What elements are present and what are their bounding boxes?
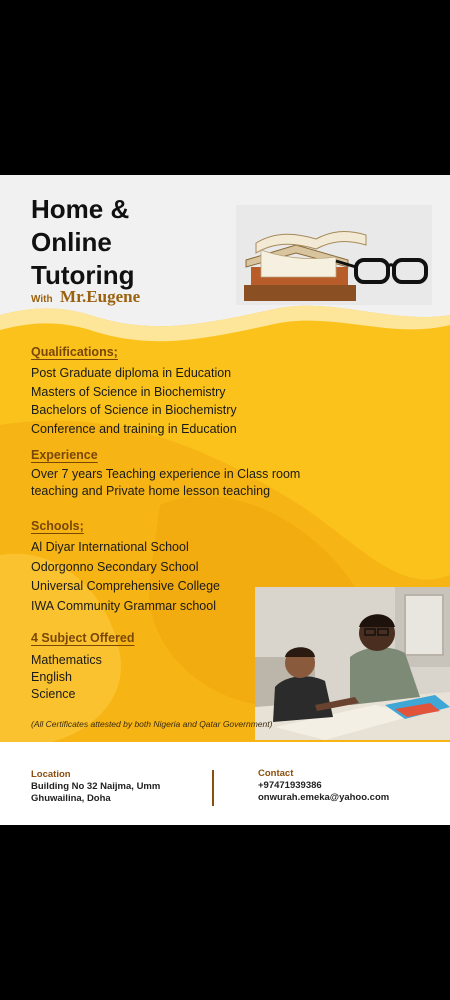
tutoring-session-photo [255, 587, 450, 740]
subjects-list [31, 652, 102, 703]
contact-phone[interactable]: +97471939386 [258, 780, 322, 791]
tutor-byline [31, 287, 140, 307]
with-label: With [31, 294, 53, 305]
tutoring-flyer [0, 175, 450, 825]
location-label: Location [31, 769, 71, 780]
certificate-note: (All Certificates attested by both Nigeria and Qatar Government) [31, 719, 273, 729]
contact-footer [0, 742, 450, 825]
location-address: Building No 32 Naijma, Umm Ghuwailina, Doha [31, 781, 161, 804]
subjects-heading: 4 Subject Offered [31, 631, 135, 645]
flyer-title: Home & Online Tutoring [31, 194, 135, 290]
experience-text: Over 7 years Teaching experience in Class room teaching and Private home lesson teaching [31, 467, 301, 498]
list-item: Science [31, 687, 76, 701]
tutor-name: Mr.Eugene [60, 287, 141, 306]
list-item: Odorgonno Secondary School [31, 559, 199, 574]
list-item: Conference and training in Education [31, 421, 237, 436]
schools-list [31, 538, 220, 616]
list-item: Bachelors of Science in Biochemistry [31, 403, 237, 417]
qualifications-list [31, 364, 237, 438]
list-item: Mathematics [31, 653, 102, 667]
list-item: Post Graduate diploma in Education [31, 366, 232, 380]
list-item: Al Diyar International School [31, 540, 189, 554]
list-item: Universal Comprehensive College [31, 579, 220, 593]
list-item: Masters of Science in Biochemistry [31, 384, 226, 399]
footer-divider [212, 770, 214, 806]
books-and-glasses-image [236, 205, 432, 305]
list-item: IWA Community Grammar school [31, 598, 216, 613]
qualifications-heading: Qualifications; [31, 345, 118, 359]
contact-label: Contact [258, 768, 294, 779]
schools-heading: Schools; [31, 519, 84, 533]
contact-email[interactable]: onwurah.emeka@yahoo.com [258, 792, 390, 803]
experience-heading: Experience [31, 448, 98, 462]
list-item: English [31, 670, 72, 684]
